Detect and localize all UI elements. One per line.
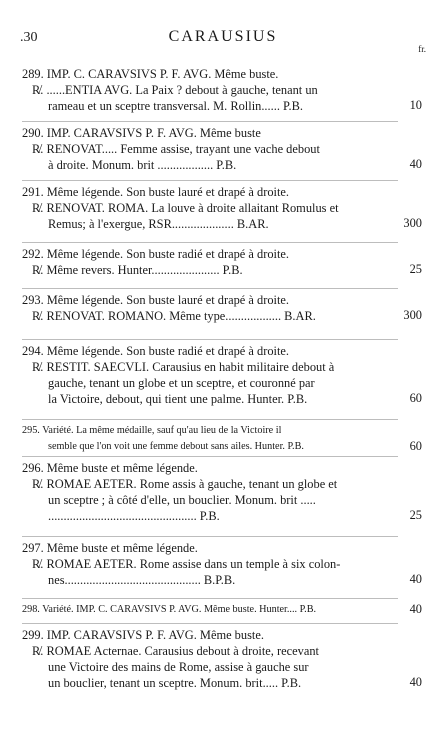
entry-separator bbox=[22, 121, 398, 122]
price-e290-l3: 40 bbox=[409, 157, 422, 171]
entry-e296-l3: un sceptre ; à côté d'elle, un bouclier. Monum. brit ..... bbox=[48, 493, 316, 507]
entry-separator bbox=[22, 456, 398, 457]
price-e298-l1: 40 bbox=[409, 602, 422, 616]
entry-e295-l1: 295. Variété. La même médaille, sauf qu'au lieu de la Victoire il bbox=[22, 425, 282, 436]
entry-e299-l2: R̸. ROMAE Acternae. Carausius debout à droite, recevant bbox=[32, 644, 319, 658]
entry-e290-l3: à droite. Monum. brit .................. P.B. bbox=[48, 158, 237, 172]
entry-e294-l1: 294. Même légende. Son buste radié et drapé à droite. bbox=[22, 344, 289, 358]
entry-e294-l3: gauche, tenant un globe et un sceptre, et couronné par bbox=[48, 376, 315, 390]
entry-e291-l1: 291. Même légende. Son buste lauré et drapé à droite. bbox=[22, 185, 289, 199]
entry-e299-l1: 299. IMP. CARAVSIVS P. F. AVG. Même buste. bbox=[22, 628, 264, 642]
price-e294-l4: 60 bbox=[409, 391, 422, 405]
entry-e296-l1: 296. Même buste et même légende. bbox=[22, 461, 198, 475]
entry-e293-l1: 293. Même légende. Son buste lauré et drapé à droite. bbox=[22, 293, 289, 307]
price-e297-l3: 40 bbox=[409, 572, 422, 586]
price-e293-l2: 300 bbox=[403, 308, 422, 322]
entry-e294-l2: R̸. RESTIT. SAECVLI. Carausius en habit militaire debout à bbox=[32, 360, 335, 374]
column-label-fr: fr. bbox=[418, 44, 426, 54]
entry-e299-l3: une Victoire des mains de Rome, assise à gauche sur bbox=[48, 660, 309, 674]
entry-e295-l2: semble que l'on voit une femme debout sans ailes. Hunter. P.B. bbox=[48, 441, 304, 452]
price-e289-l3: 10 bbox=[409, 98, 422, 112]
entry-e291-l3: Remus; à l'exergue, RSR.................... B.AR. bbox=[48, 217, 269, 231]
entry-separator bbox=[22, 339, 398, 340]
entry-separator bbox=[22, 598, 398, 599]
price-e295-l2: 60 bbox=[409, 439, 422, 453]
entry-e293-l2: R̸. RENOVAT. ROMANO. Même type.................. B.AR. bbox=[32, 309, 316, 323]
entry-separator bbox=[22, 288, 398, 289]
entry-e290-l2: R̸. RENOVAT..... Femme assise, trayant une vache debout bbox=[32, 142, 320, 156]
entry-separator bbox=[22, 180, 398, 181]
price-e292-l2: 25 bbox=[409, 262, 422, 276]
entry-separator bbox=[22, 419, 398, 420]
entry-e291-l2: R̸. RENOVAT. ROMA. La louve à droite allaitant Romulus et bbox=[32, 201, 339, 215]
entry-separator bbox=[22, 242, 398, 243]
page-number: .30 bbox=[20, 30, 38, 45]
entry-e290-l1: 290. IMP. CARAVSIVS P. F. AVG. Même buste bbox=[22, 126, 261, 140]
entry-e289-l2: R̸. ......ENTIA AVG. La Paix ? debout à gauche, tenant un bbox=[32, 83, 318, 97]
price-e299-l4: 40 bbox=[409, 675, 422, 689]
price-e291-l3: 300 bbox=[403, 216, 422, 230]
price-e296-l4: 25 bbox=[409, 508, 422, 522]
entry-e297-l2: R̸. ROMAE AETER. Rome assise dans un temple à six colon- bbox=[32, 557, 341, 571]
entry-separator bbox=[22, 623, 398, 624]
entry-e296-l2: R̸. ROMAE AETER. Rome assis à gauche, tenant un globe et bbox=[32, 477, 338, 491]
entry-e292-l1: 292. Même légende. Son buste radié et drapé à droite. bbox=[22, 247, 289, 261]
entry-e297-l3: nes............................................ B.P.B. bbox=[48, 573, 236, 587]
entry-e296-l4: ................................................ P.B. bbox=[48, 509, 220, 523]
page-title: CARAUSIUS bbox=[168, 28, 278, 45]
entry-e289-l3: rameau et un sceptre transversal. M. Rollin...... P.B. bbox=[48, 99, 303, 113]
entry-e299-l4: un bouclier, tenant un sceptre. Monum. brit..... P.B. bbox=[48, 676, 302, 690]
entry-e297-l1: 297. Même buste et même légende. bbox=[22, 541, 198, 555]
entry-e289-l1: 289. IMP. C. CARAVSIVS P. F. AVG. Même buste. bbox=[22, 67, 279, 81]
entry-e298-l1: 298. Variété. IMP. C. CARAVSIVS P. AVG. Même buste. Hunter.... P.B. bbox=[22, 604, 317, 615]
entry-separator bbox=[22, 536, 398, 537]
entry-e292-l2: R̸. Même revers. Hunter...................... P.B. bbox=[32, 263, 243, 277]
entry-e294-l4: la Victoire, debout, qui tient une palme. Hunter. P.B. bbox=[48, 392, 308, 406]
